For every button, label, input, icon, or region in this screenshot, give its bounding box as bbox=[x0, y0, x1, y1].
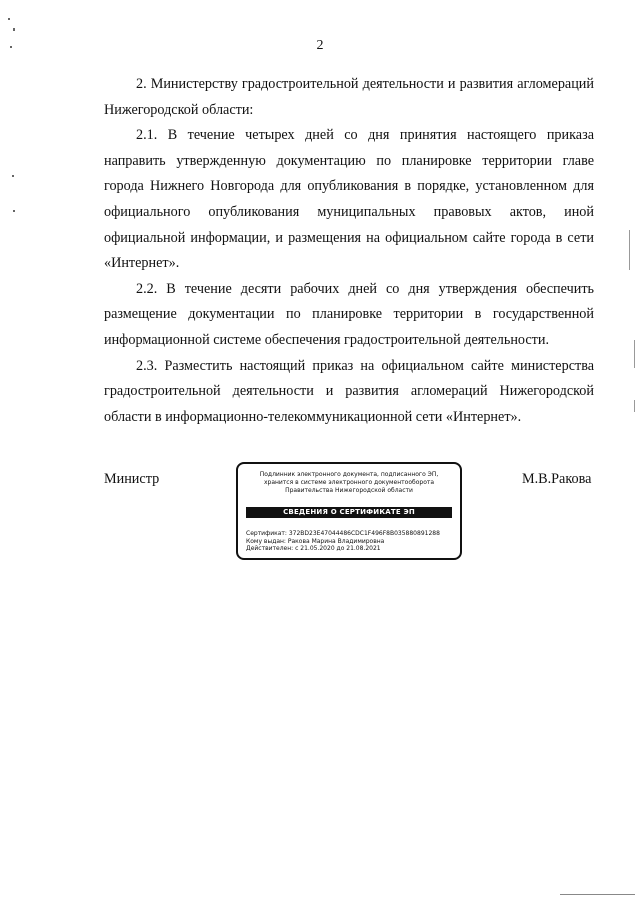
paragraph-2-1: 2.1. В течение четырех дней со дня принятия настоящего приказа направить утвержденную документацию по планировке территории главе города Нижнего Новгорода для опубликования в порядке, установленном для официального опубликования муниципальных правовых актов, иной официальной информации, и размещения на официальном сайте города в сети «Интернет». bbox=[104, 127, 594, 272]
scan-mark bbox=[10, 46, 12, 48]
stamp-header-line: Подлинник электронного документа, подписанного ЭП, bbox=[259, 471, 439, 478]
stamp-issued-to: Кому выдан: Ракова Марина Владимировна bbox=[246, 537, 385, 545]
scan-edge-line bbox=[634, 340, 635, 368]
scan-mark bbox=[8, 18, 10, 20]
stamp-title: СВЕДЕНИЯ О СЕРТИФИКАТЕ ЭП bbox=[246, 507, 452, 518]
document-body bbox=[104, 72, 594, 430]
paragraph-2-3: 2.3. Разместить настоящий приказ на официальном сайте министерства градостроительной деятельности и развития агломераций Нижегородской области в информационно-телекоммуникационной сети «Интернет». bbox=[104, 357, 594, 425]
signatory-position: Министр bbox=[104, 471, 160, 487]
paragraph-2-2: 2.2. В течение десяти рабочих дней со дня утверждения обеспечить размещение документации по планировке территории в государственной информационной системе обеспечения градостроительной деятельности. bbox=[104, 280, 594, 348]
scan-mark bbox=[12, 175, 14, 177]
scan-edge-line bbox=[560, 894, 635, 895]
signatory-name: М.В.Ракова bbox=[522, 471, 592, 487]
stamp-validity: Действителен: с 21.05.2020 до 21.08.2021 bbox=[246, 545, 381, 552]
stamp-header bbox=[244, 471, 454, 495]
stamp-certificate: Сертификат: 372BD23E47044486CDC1F496F8B035880891288 bbox=[246, 530, 440, 537]
stamp-details bbox=[246, 530, 454, 553]
scan-mark bbox=[13, 28, 15, 31]
scan-edge-line bbox=[634, 400, 635, 412]
scan-mark bbox=[13, 210, 15, 212]
paragraph-2: 2. Министерству градостроительной деятельности и развития агломераций Нижегородской области: bbox=[104, 76, 594, 118]
stamp-header-line: хранится в системе электронного документооборота bbox=[263, 479, 435, 486]
stamp-header-line: Правительства Нижегородской области bbox=[285, 487, 413, 494]
electronic-signature-stamp bbox=[236, 462, 462, 560]
scan-edge-line bbox=[629, 230, 630, 270]
page-number: 2 bbox=[316, 38, 324, 53]
